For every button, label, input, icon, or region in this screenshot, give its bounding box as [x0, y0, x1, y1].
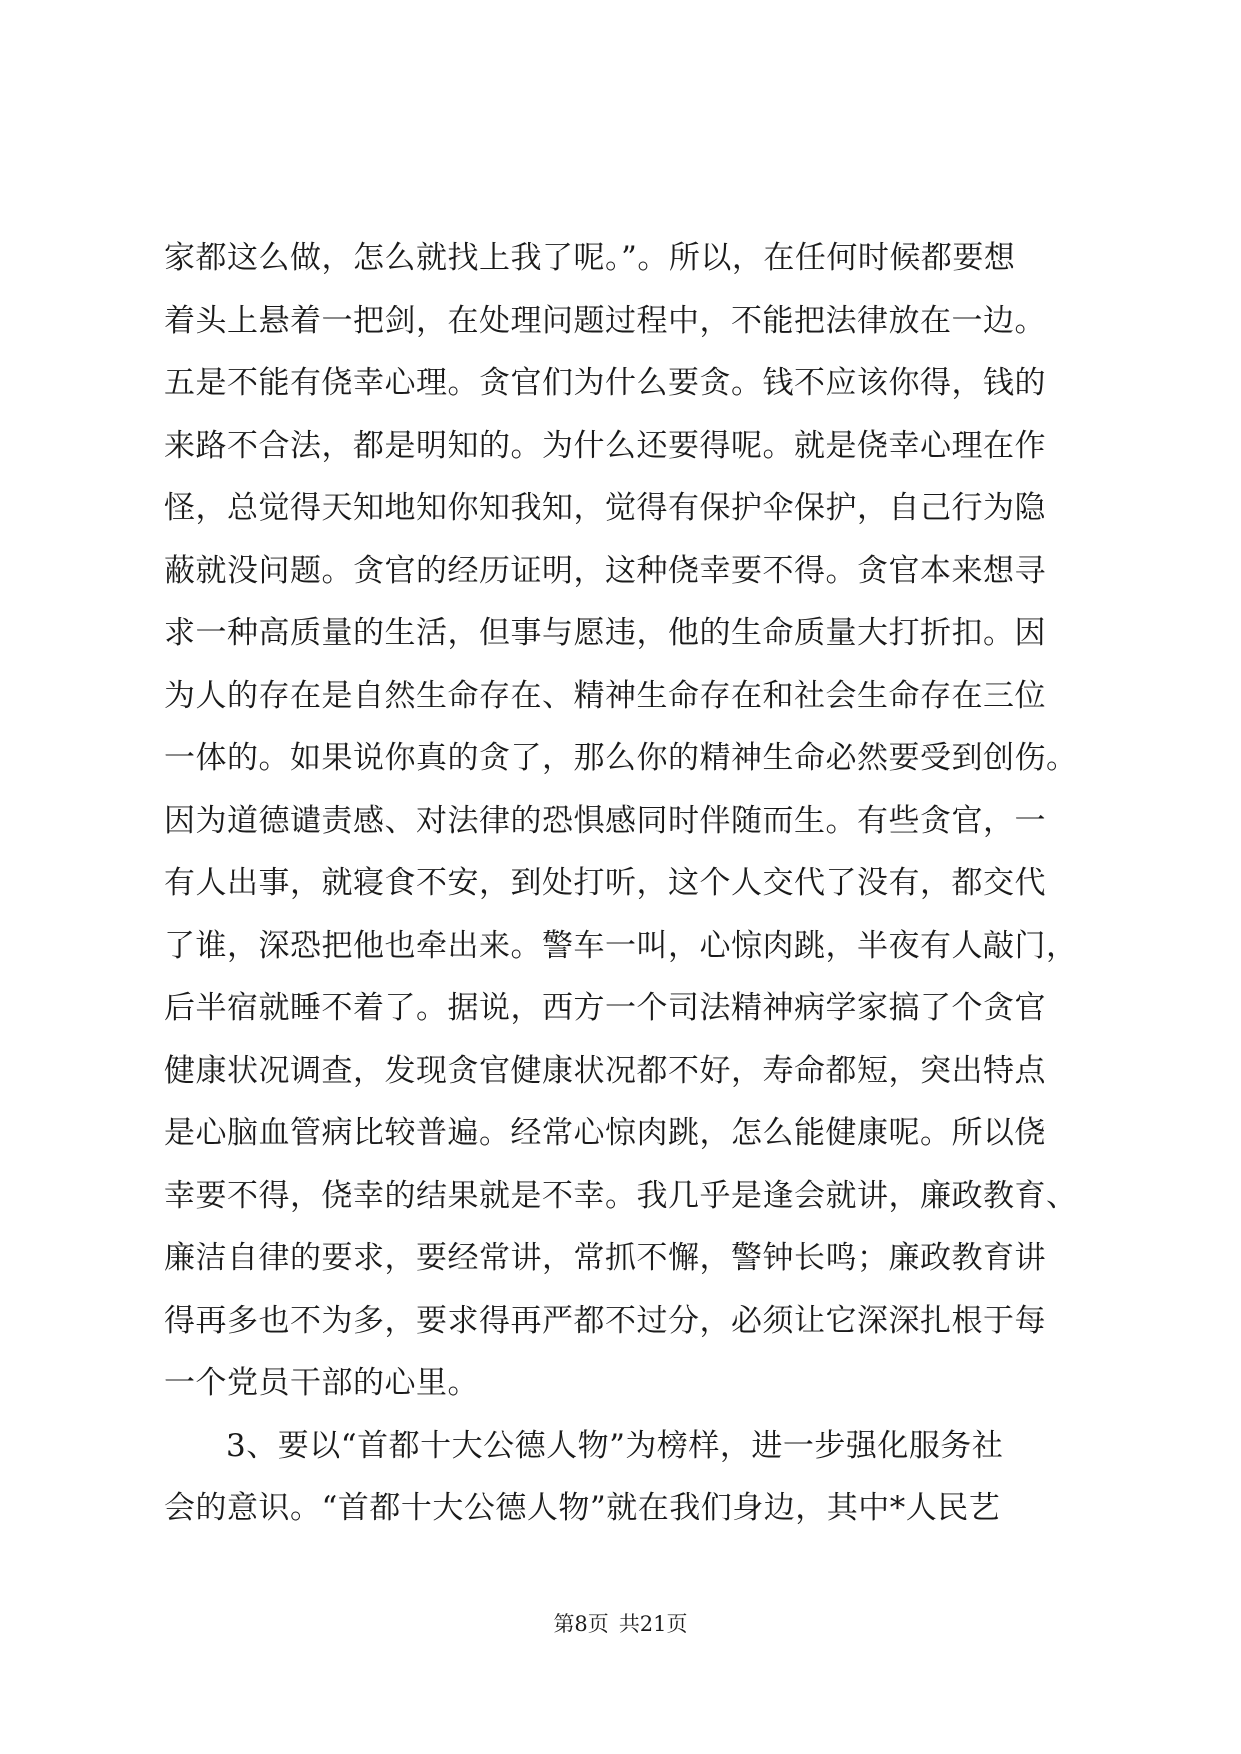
- text-line: 因为道德谴责感、对法律的恐惧感同时伴随而生。有些贪官，一: [164, 802, 1046, 839]
- page-footer: [0, 1608, 1241, 1638]
- text-line: 家都这么做，怎么就找上我了呢。”。所以，在任何时候都要想: [164, 240, 1016, 276]
- text-line: 一个党员干部的心里。: [164, 1365, 479, 1401]
- text-line: 为人的存在是自然生命存在、精神生命存在和社会生命存在三位: [164, 677, 1046, 714]
- text-line: 了谁，深恐把他也牵出来。警车一叫，心惊肉跳，半夜有人敲门，: [164, 927, 1078, 964]
- page-number-current: 第8页: [553, 1612, 609, 1636]
- page-number-total: 共21页: [618, 1612, 688, 1636]
- text-line: 求一种高质量的生活，但事与愿违，他的生命质量大打折扣。因: [164, 615, 1046, 651]
- text-line: 得再多也不为多，要求得再严都不过分，必须让它深深扎根于每: [164, 1302, 1046, 1339]
- text-line: 来路不合法，都是明知的。为什么还要得呢。就是侥幸心理在作: [164, 427, 1046, 464]
- text-line: 后半宿就睡不着了。据说，西方一个司法精神病学家搞了个贪官: [164, 990, 1046, 1026]
- text-line: 幸要不得，侥幸的结果就是不幸。我几乎是逢会就讲，廉政教育、: [164, 1177, 1078, 1214]
- body-text: [164, 227, 1084, 1540]
- text-line: 是心脑血管病比较普遍。经常心惊肉跳，怎么能健康呢。所以侥: [164, 1115, 1046, 1151]
- text-line: 怪，总觉得天知地知你知我知，觉得有保护伞保护，自己行为隐: [164, 490, 1046, 526]
- paragraph-start-line: 3、要以“首都十大公德人物”为榜样，进一步强化服务社: [226, 1427, 1004, 1464]
- text-line: 蔽就没问题。贪官的经历证明，这种侥幸要不得。贪官本来想寻: [164, 552, 1046, 589]
- text-line: 会的意识。“首都十大公德人物”就在我们身边，其中*人民艺: [164, 1490, 1001, 1526]
- text-line: 有人出事，就寝食不安，到处打听，这个人交代了没有，都交代: [164, 865, 1046, 901]
- text-line: 健康状况调查，发现贪官健康状况都不好，寿命都短，突出特点: [164, 1052, 1046, 1089]
- text-line: 五是不能有侥幸心理。贪官们为什么要贪。钱不应该你得，钱的: [164, 365, 1046, 401]
- text-line: 廉洁自律的要求，要经常讲，常抓不懈，警钟长鸣；廉政教育讲: [164, 1240, 1046, 1276]
- text-line: 着头上悬着一把剑，在处理问题过程中，不能把法律放在一边。: [164, 302, 1046, 339]
- text-line: 一体的。如果说你真的贪了，那么你的精神生命必然要受到创伤。: [164, 740, 1078, 776]
